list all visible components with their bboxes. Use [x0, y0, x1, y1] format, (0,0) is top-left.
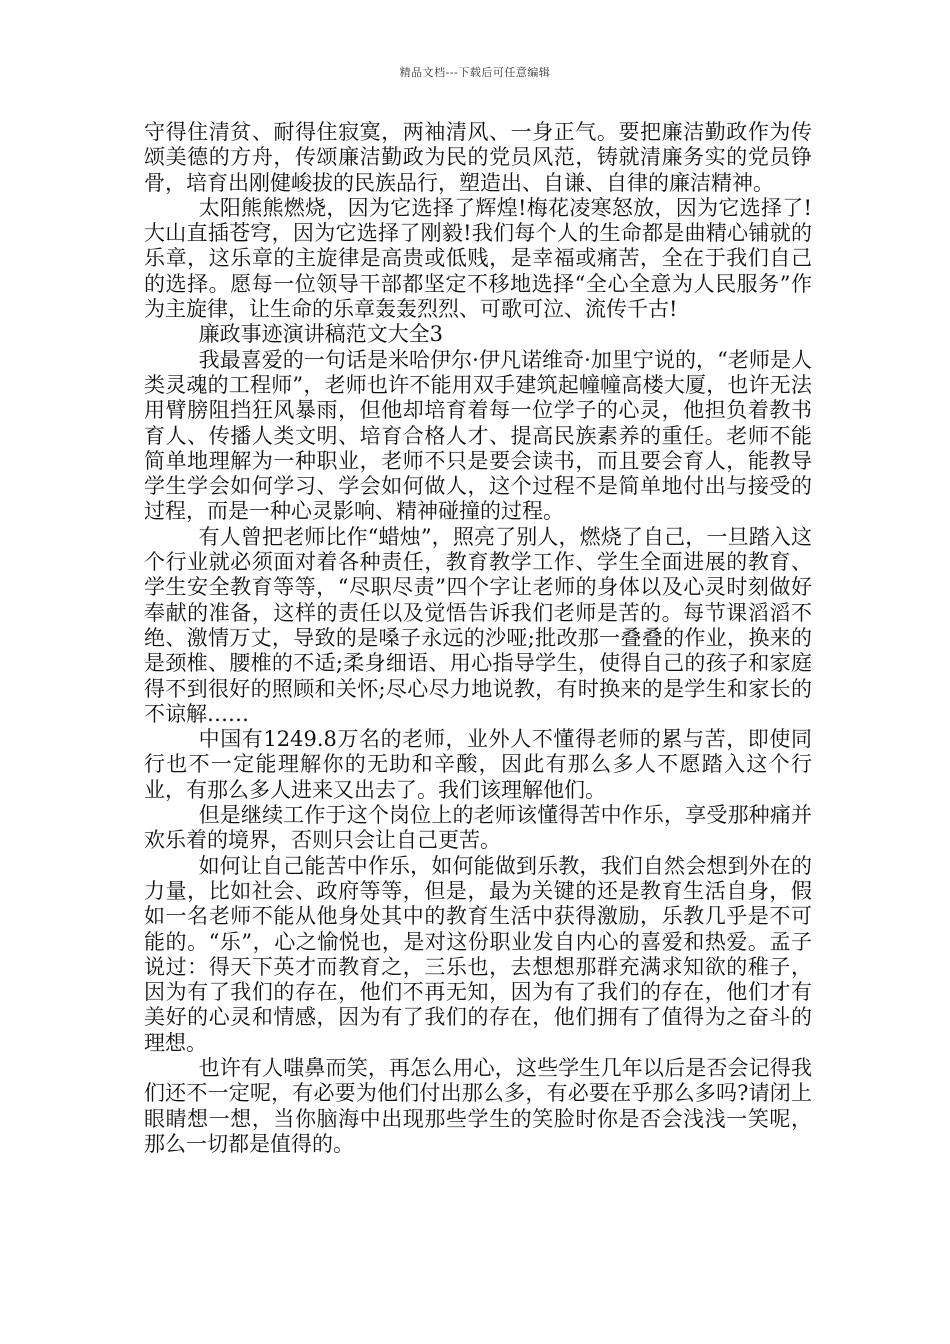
paragraph-7: 如何让自己能苦中作乐，如何能做到乐教，我们自然会想到外在的力量，比如社会、政府等等，但是，最为关键的还是教育生活自身，假如一名老师不能从他身处其中的教育生活中获得激励，乐教几乎是不可能的。“乐”，心之愉悦也，是对这份职业发自内心的喜爱和热爱。孟子说过：得天下英才而教育之，三乐也，去想想那群充满求知欲的稚子，因为有了我们的存在，他们不再无知，因为有了我们的存在，他们才有美好的心灵和情感，因为有了我们的存在，他们拥有了值得为之奋斗的理想。	[144, 853, 812, 1055]
page-header: 精品文档---下载后可任意编辑	[399, 66, 551, 79]
paragraph-5: 中国有1249.8万名的老师，业外人不懂得老师的累与苦，即使同行也不一定能理解你的无助和辛酸，因此有那么多人不愿踏入这个行业，有那么多人进来又出去了。我们该理解他们。	[144, 727, 812, 802]
document-body	[144, 120, 812, 1157]
paragraph-1: 守得住清贫、耐得住寂寞，两袖清风、一身正气。要把廉洁勤政作为传颂美德的方舟，传颂廉洁勤政为民的党员风范，铸就清廉务实的党员铮骨，培育出刚健峻拔的民族品行，塑造出、自谦、自律的廉洁精神。	[144, 120, 812, 195]
section-heading: 廉政事迹演讲稿范文大全3	[198, 322, 443, 347]
paragraph-4: 有人曾把老师比作“蜡烛”，照亮了别人，燃烧了自己，一旦踏入这个行业就必须面对着各种责任，教育教学工作、学生全面进展的教育、学生安全教育等等，“尽职尽责”四个字让老师的身体以及心灵时刻做好奉献的准备，这样的责任以及觉悟告诉我们老师是苦的。每节课滔滔不绝、激情万丈，导致的是嗓子永远的沙哑;批改那一叠叠的作业，换来的是颈椎、腰椎的不适;柔身细语、用心指导学生，使得自己的孩子和家庭得不到很好的照顾和关怀;尽心尽力地说教，有时换来的是学生和家长的不谅解……	[144, 524, 812, 726]
paragraph-6: 但是继续工作于这个岗位上的老师该懂得苦中作乐，享受那种痛并欢乐着的境界，否则只会让自己更苦。	[144, 803, 812, 853]
paragraph-3: 我最喜爱的一句话是米哈伊尔·伊凡诺维奇·加里宁说的，“老师是人类灵魂的工程师”，老师也许不能用双手建筑起幢幢高楼大厦，也许无法用臂膀阻挡狂风暴雨，但他却培育着每一位学子的心灵，他担负着教书育人、传播人类文明、培育合格人才、提高民族素养的重任。老师不能简单地理解为一种职业，老师不只是要会读书，而且要会育人，能教导学生学会如何学习、学会如何做人，这个过程不是简单地付出与接受的过程，而是一种心灵影响、精神碰撞的过程。	[144, 347, 812, 524]
paragraph-8: 也许有人嗤鼻而笑，再怎么用心，这些学生几年以后是否会记得我们还不一定呢，有必要为他们付出那么多，有必要在乎那么多吗?请闭上眼睛想一想，当你脑海中出现那些学生的笑脸时你是否会浅浅一笑呢，那么一切都是值得的。	[144, 1055, 812, 1156]
paragraph-2: 太阳熊熊燃烧，因为它选择了辉煌!梅花凌寒怒放，因为它选择了!大山直插苍穹，因为它选择了刚毅!我们每个人的生命都是曲精心铺就的乐章，这乐章的主旋律是高贵或低贱，是幸福或痛苦，全在于我们自己的选择。愿每一位领导干部都坚定不移地选择“全心全意为人民服务”作为主旋律，让生命的乐章轰轰烈烈、可歌可泣、流传千古!	[144, 195, 812, 322]
